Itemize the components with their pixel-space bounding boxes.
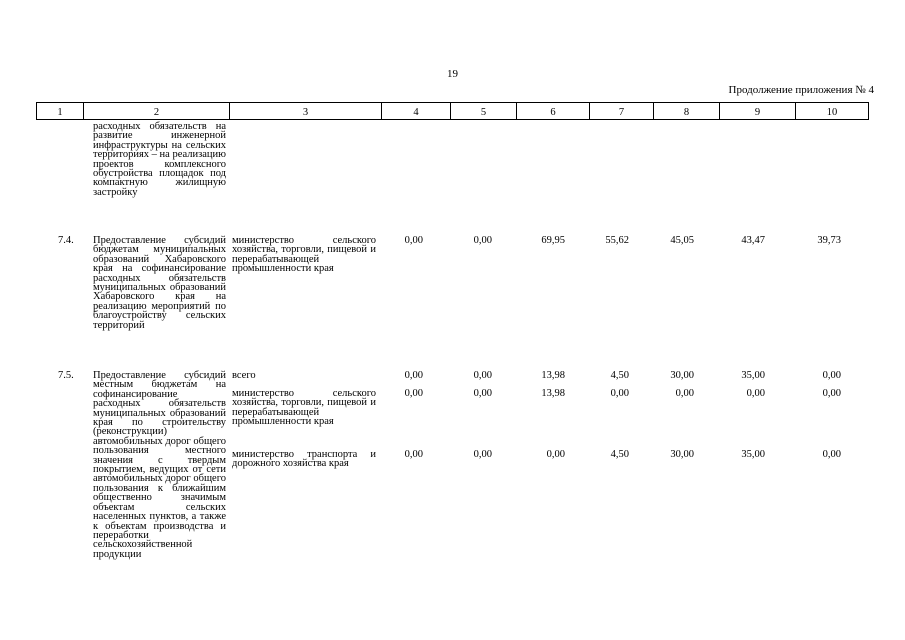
- row-7-5-transport-col7: 4,50: [610, 449, 629, 460]
- row-7-4-description: Предоставление субсидий бюджетам муниципальных образований Хабаровского края на софинансирование расходных обязательств муниципальных образований Хабаровского края на реализацию мероприятий по благоустройству сельских территорий: [93, 235, 226, 331]
- row-7-4-col4: 0,00: [404, 235, 423, 246]
- col-header-3: 3: [230, 103, 382, 120]
- col-header-4: 4: [382, 103, 451, 120]
- row-7-5-transport-col10: 0,00: [822, 449, 841, 460]
- row-7-4-col7: 55,62: [605, 235, 629, 246]
- row-7-5-total-col10: 0,00: [822, 370, 841, 381]
- row-7-5-transport-col8: 30,00: [670, 449, 694, 460]
- row-7-5-total-col7: 4,50: [610, 370, 629, 381]
- row-7-5-total-col5: 0,00: [473, 370, 492, 381]
- row-number-7-5: 7.5.: [58, 370, 74, 381]
- row-7-4-col6: 69,95: [541, 235, 565, 246]
- col-header-6: 6: [517, 103, 590, 120]
- row-7-5-description: Предоставление субсидий местным бюджетам на софинансирование расходных обязательств муниципальных образований края по строительству (реконструкции) автомобильных дорог общего пользования местного значения с твердым покрытием, ведущих от сети автомобильных дорог общего пользования к ближайшим общественно значимым объектам сельских населенных пунктов, а также к объектам производства и переработки сельскохозяйственной продукции: [93, 370, 226, 560]
- row-7-5-transport-col4: 0,00: [404, 449, 423, 460]
- row-7-5-transport-executor: министерство транспорта и дорожного хозяйства края: [232, 449, 376, 470]
- row-7-5-total-col4: 0,00: [404, 370, 423, 381]
- row-7-5-agri-col4: 0,00: [404, 388, 423, 399]
- row-7-5-agri-col8: 0,00: [675, 388, 694, 399]
- row-7-5-agri-col10: 0,00: [822, 388, 841, 399]
- row-7-5-agri-executor: министерство сельского хозяйства, торговли, пищевой и перерабатывающей промышленности края: [232, 388, 376, 428]
- row-7-5-total-label: всего: [232, 370, 256, 381]
- row-7-4-executor: министерство сельского хозяйства, торговли, пищевой и перерабатывающей промышленности края: [232, 235, 376, 275]
- row-7-5-transport-col9: 35,00: [741, 449, 765, 460]
- row-7-5-agri-col9: 0,00: [746, 388, 765, 399]
- continuation-label: Продолжение приложения № 4: [728, 84, 874, 96]
- row-7-5-agri-col6: 13,98: [541, 388, 565, 399]
- row-7-5-total-col8: 30,00: [670, 370, 694, 381]
- row-7-4-col10: 39,73: [817, 235, 841, 246]
- row-7-4-col9: 43,47: [741, 235, 765, 246]
- col-header-10: 10: [796, 103, 869, 120]
- page-number: 19: [447, 68, 458, 80]
- row-7-5-total-col6: 13,98: [541, 370, 565, 381]
- row-number-7-4: 7.4.: [58, 235, 74, 246]
- col-header-9: 9: [720, 103, 796, 120]
- col-header-5: 5: [451, 103, 517, 120]
- row-7-5-transport-col6: 0,00: [546, 449, 565, 460]
- col-header-8: 8: [654, 103, 720, 120]
- row-7-5-agri-col5: 0,00: [473, 388, 492, 399]
- row-7-5-total-col9: 35,00: [741, 370, 765, 381]
- row-7-4-col8: 45,05: [670, 235, 694, 246]
- col-header-1: 1: [37, 103, 84, 120]
- row-7-4-col5: 0,00: [473, 235, 492, 246]
- prev-row-description: расходных обязательств на развитие инженерной инфраструктуры на сельских территориях – на реализацию проектов комплексного обустройства площадок под компактную жилищную застройку: [93, 121, 226, 198]
- table-header: [36, 102, 869, 120]
- row-7-5-agri-col7: 0,00: [610, 388, 629, 399]
- col-header-2: 2: [84, 103, 230, 120]
- row-7-5-transport-col5: 0,00: [473, 449, 492, 460]
- col-header-7: 7: [590, 103, 654, 120]
